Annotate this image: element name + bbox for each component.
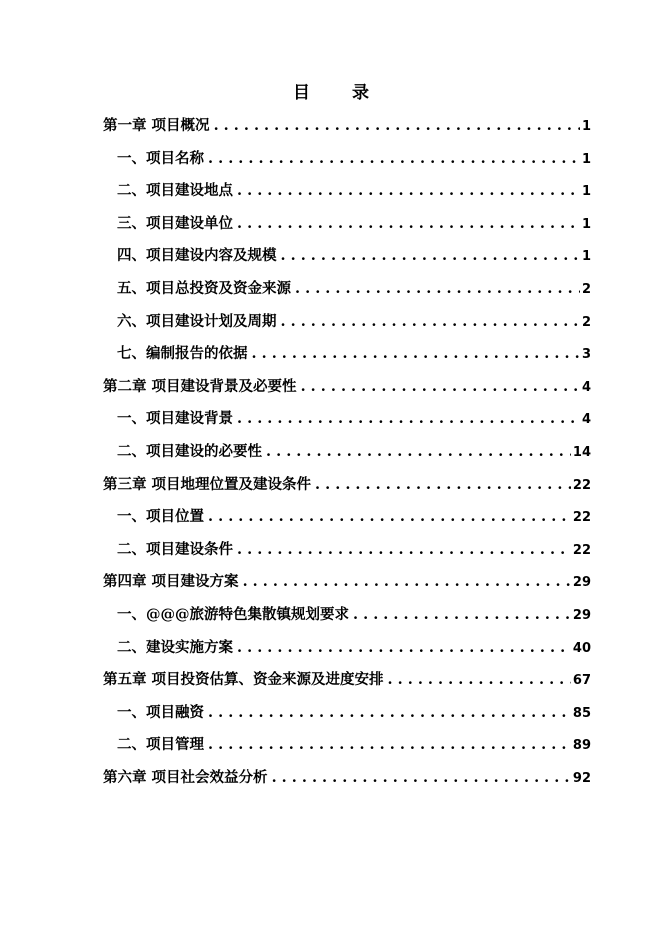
- toc-page-number: 3: [581, 347, 591, 363]
- toc-section-entry[interactable]: [103, 179, 591, 212]
- toc-entry-label: 第一章 项目概况: [103, 117, 210, 134]
- toc-entry-label: 一、项目名称: [117, 149, 204, 167]
- toc-section-entry[interactable]: [103, 733, 591, 766]
- toc-title: 目 录: [293, 83, 387, 103]
- toc-section-entry[interactable]: [103, 636, 591, 669]
- toc-dot-leader: [252, 345, 580, 362]
- toc-page-number: 2: [581, 281, 591, 297]
- toc-dot-leader: [301, 378, 580, 395]
- toc-page-number: 1: [581, 216, 591, 232]
- toc-entry-label: 五、项目总投资及资金来源: [117, 279, 291, 297]
- toc-dot-leader: [237, 410, 580, 427]
- toc-entry-label: 二、项目管理: [117, 736, 204, 754]
- toc-entry-label: 一、项目融资: [117, 703, 204, 721]
- toc-page-number: 85: [572, 705, 591, 721]
- toc-page-number: 14: [572, 444, 591, 460]
- toc-section-entry[interactable]: [103, 440, 591, 473]
- toc-section-entry[interactable]: [103, 701, 591, 734]
- toc-entry-label: 七、编制报告的依据: [117, 345, 248, 363]
- toc-entry-label: 四、项目建设内容及规模: [117, 247, 277, 265]
- toc-dot-leader: [243, 573, 571, 590]
- toc-page-number: 29: [572, 607, 591, 623]
- toc-section-entry[interactable]: [103, 212, 591, 245]
- toc-page-number: 4: [581, 412, 591, 428]
- toc-chapter-entry[interactable]: [103, 473, 591, 506]
- toc-page-number: 22: [572, 477, 591, 493]
- toc-entry-label: 一、项目位置: [117, 508, 204, 526]
- toc-section-entry[interactable]: [103, 147, 591, 180]
- toc-page-number: 2: [581, 314, 591, 330]
- toc-chapter-entry[interactable]: [103, 668, 591, 701]
- toc-dot-leader: [272, 769, 571, 786]
- toc-entry-label: 第三章 项目地理位置及建设条件: [103, 475, 312, 493]
- toc-page-number: 67: [572, 673, 591, 689]
- toc-entry-label: 第二章 项目建设背景及必要性: [103, 377, 297, 395]
- toc-chapter-entry[interactable]: [103, 375, 591, 408]
- toc-page-number: 1: [581, 151, 591, 167]
- toc-entry-label: 二、项目建设条件: [117, 540, 233, 558]
- toc-page-number: 22: [572, 542, 591, 558]
- toc-section-entry[interactable]: [103, 603, 591, 636]
- toc-dot-leader: [214, 117, 580, 134]
- toc-entry-label: 第六章 项目社会效益分析: [103, 768, 268, 786]
- toc-page-number: 1: [581, 119, 591, 134]
- toc-section-entry[interactable]: [103, 342, 591, 375]
- toc-section-entry[interactable]: [103, 505, 591, 538]
- toc-dot-leader: [208, 150, 580, 167]
- toc-dot-leader: [281, 247, 580, 264]
- toc-dot-leader: [208, 736, 571, 753]
- toc-entry-label: 二、项目建设地点: [117, 182, 233, 200]
- toc-entry-label: 第四章 项目建设方案: [103, 573, 239, 591]
- toc-dot-leader: [353, 606, 571, 623]
- toc-section-entry[interactable]: [103, 244, 591, 277]
- toc-section-entry[interactable]: [103, 407, 591, 440]
- toc-dot-leader: [208, 508, 571, 525]
- toc-section-entry[interactable]: [103, 310, 591, 343]
- toc-section-entry[interactable]: [103, 538, 591, 571]
- toc-entry-label: 一、项目建设背景: [117, 410, 233, 428]
- toc-page-number: 40: [572, 640, 591, 656]
- toc-entry-label: 第五章 项目投资估算、资金来源及进度安排: [103, 671, 384, 689]
- toc-entry-label: 六、项目建设计划及周期: [117, 312, 277, 330]
- toc-dot-leader: [237, 639, 571, 656]
- toc-page-number: 89: [572, 738, 591, 754]
- toc-dot-leader: [237, 215, 580, 232]
- toc-page-number: 22: [572, 510, 591, 526]
- toc-entry-label: 一、@@@旅游特色集散镇规划要求: [117, 605, 349, 623]
- toc-dot-leader: [315, 476, 571, 493]
- toc-dot-leader: [388, 671, 571, 688]
- toc-entry-label: 三、项目建设单位: [117, 214, 233, 232]
- toc-entry-label: 二、项目建设的必要性: [117, 442, 262, 460]
- toc-chapter-entry[interactable]: [103, 570, 591, 603]
- toc-page-number: 29: [572, 575, 591, 591]
- toc-page-number: 1: [581, 249, 591, 265]
- toc-list: [103, 114, 591, 798]
- toc-chapter-entry[interactable]: [103, 114, 591, 147]
- toc-page-number: 92: [572, 770, 591, 786]
- toc-entry-label: 二、建设实施方案: [117, 638, 233, 656]
- toc-section-entry[interactable]: [103, 277, 591, 310]
- toc-dot-leader: [281, 313, 580, 330]
- toc-page-number: 1: [581, 184, 591, 200]
- toc-chapter-entry[interactable]: [103, 766, 591, 799]
- toc-dot-leader: [237, 182, 580, 199]
- toc-dot-leader: [266, 443, 571, 460]
- toc-page-number: 4: [581, 379, 591, 395]
- toc-dot-leader: [208, 704, 571, 721]
- toc-dot-leader: [295, 280, 580, 297]
- toc-dot-leader: [237, 541, 571, 558]
